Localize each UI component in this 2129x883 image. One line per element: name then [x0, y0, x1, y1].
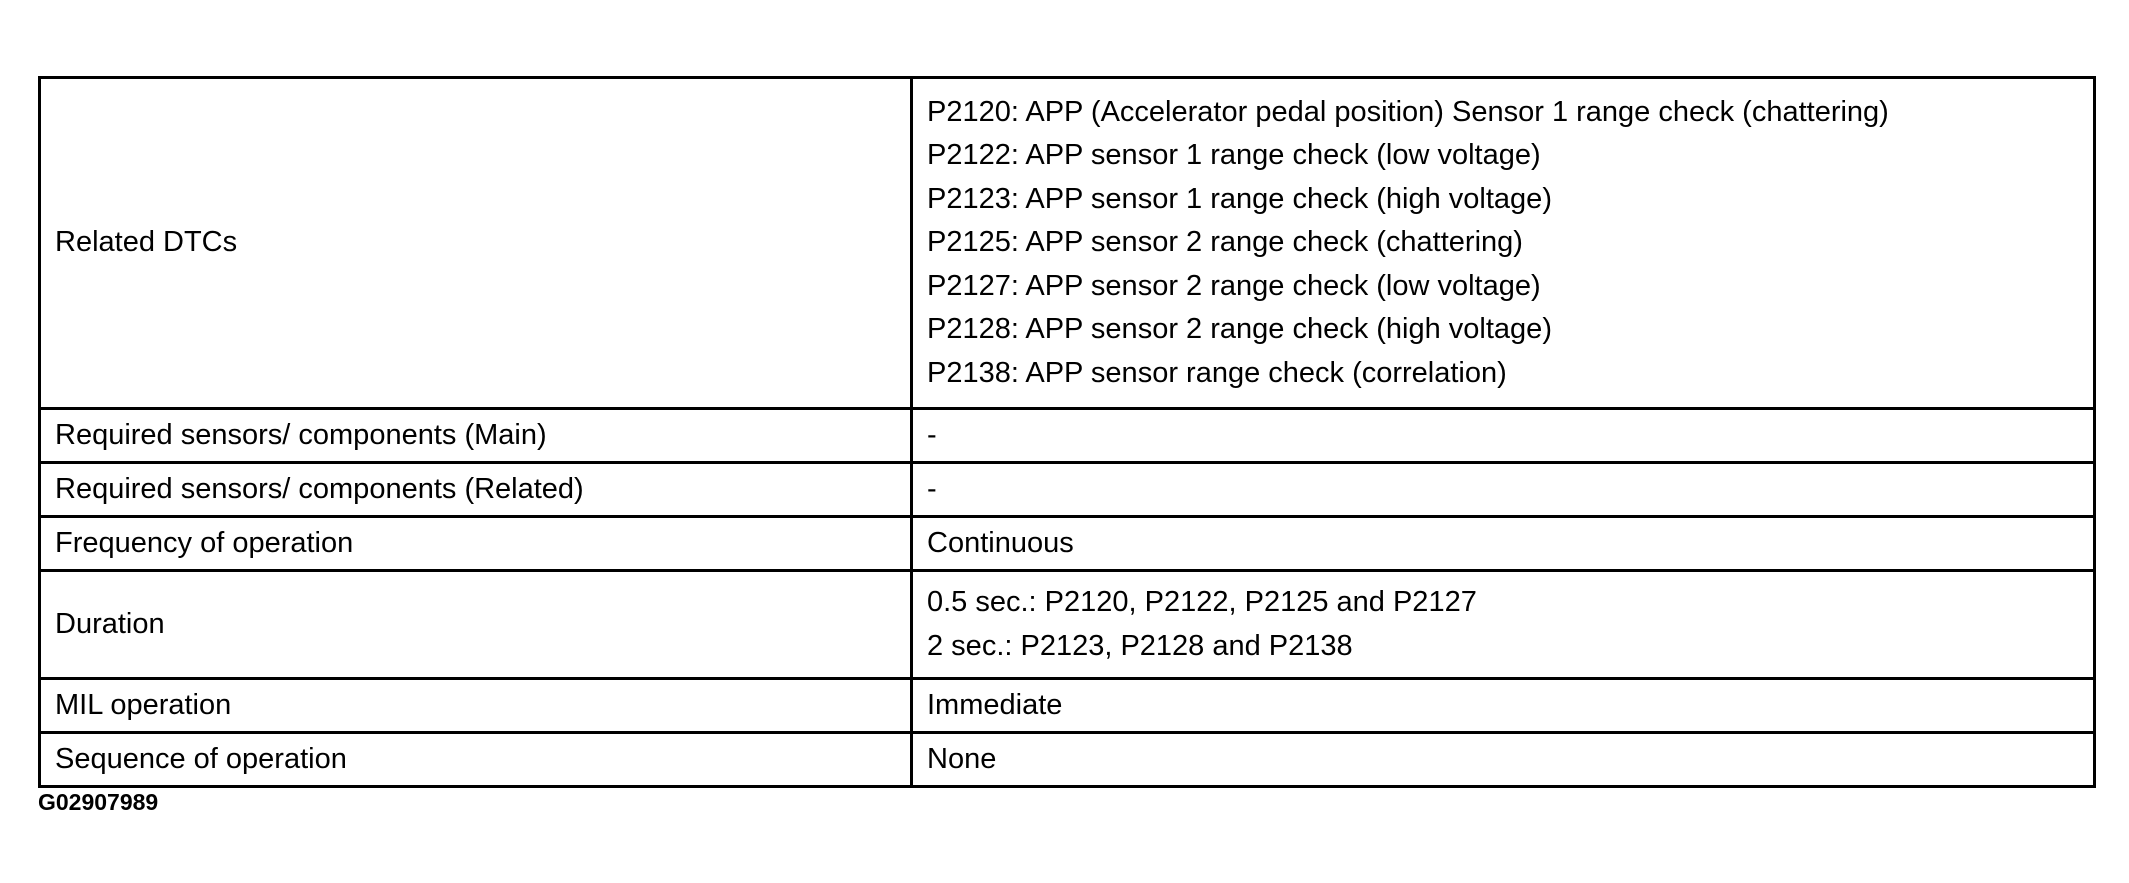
row-value: None: [912, 733, 2095, 787]
dtc-line: P2122: APP sensor 1 range check (low voltage): [927, 139, 1541, 172]
table-row: [40, 571, 2095, 679]
table-row: [40, 517, 2095, 571]
row-label: MIL operation: [40, 679, 912, 733]
row-label: Required sensors/ components (Related): [40, 463, 912, 517]
row-label: Sequence of operation: [40, 733, 912, 787]
row-value: [912, 78, 2095, 409]
dtc-line: P2127: APP sensor 2 range check (low voltage): [927, 269, 1541, 302]
dtc-line: P2128: APP sensor 2 range check (high voltage): [927, 313, 1552, 346]
dtc-line: P2138: APP sensor range check (correlation): [927, 356, 1507, 389]
row-value: Continuous: [912, 517, 2095, 571]
table-row: [40, 463, 2095, 517]
row-value: [912, 571, 2095, 679]
dtc-spec-table: [38, 76, 2096, 788]
row-label: Required sensors/ components (Main): [40, 409, 912, 463]
row-value: -: [912, 463, 2095, 517]
table-row: [40, 733, 2095, 787]
dtc-line: P2125: APP sensor 2 range check (chattering): [927, 226, 1523, 259]
table-row: [40, 78, 2095, 409]
row-value: Immediate: [912, 679, 2095, 733]
row-label: Frequency of operation: [40, 517, 912, 571]
duration-line: 0.5 sec.: P2120, P2122, P2125 and P2127: [927, 586, 1477, 618]
table-row: [40, 409, 2095, 463]
table-row: [40, 679, 2095, 733]
figure-id: G02907989: [38, 789, 159, 815]
dtc-line: P2120: APP (Accelerator pedal position) Sensor 1 range check (chattering): [927, 95, 1889, 128]
row-value: -: [912, 409, 2095, 463]
row-label: Related DTCs: [40, 78, 912, 409]
dtc-line: P2123: APP sensor 1 range check (high voltage): [927, 182, 1552, 215]
row-label: Duration: [40, 571, 912, 679]
duration-line: 2 sec.: P2123, P2128 and P2138: [927, 629, 1353, 662]
